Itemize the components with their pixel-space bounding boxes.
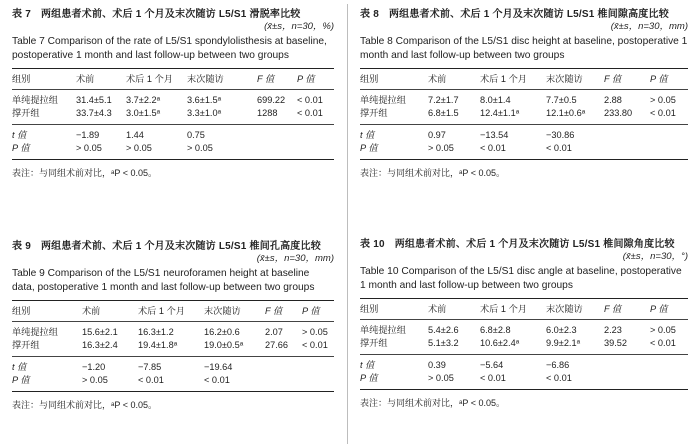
table-8-caption-cn: 表 8 两组患者术前、术后 1 个月及末次随访 L5/S1 椎间隙高度比较 [360, 9, 669, 20]
header-f: F 值 [257, 74, 275, 84]
table-row: 撑开组 16.3±2.4 19.4±1.8ᵃ 19.0±0.5ᵃ 27.66 < 0.01 [12, 340, 328, 350]
header-p: P 值 [650, 74, 668, 84]
table-10 [360, 238, 688, 409]
table-7 [12, 8, 334, 179]
header-p: P 值 [650, 304, 668, 314]
header-1month: 术后 1 个月 [126, 74, 173, 84]
table-stat-row: P 值 > 0.05 < 0.01 < 0.01 [12, 375, 230, 385]
table-7-caption-en: Table 7 Comparison of the rate of L5/S1 spondylolisthesis at baseline, postoperative 1 month and last follow-up between two groups [12, 36, 327, 61]
table-7-note: 表注：与同组术前对比，ᵃP < 0.05。 [12, 168, 157, 178]
header-preop: 术前 [76, 74, 95, 84]
table-9-caption-cn: 表 9 两组患者术前、术后 1 个月及末次随访 L5/S1 椎间孔高度比较 [12, 241, 321, 252]
table-9-bottom-rule [12, 391, 334, 392]
table-8-header-row [360, 69, 688, 89]
header-f: F 值 [604, 74, 622, 84]
table-row: 单纯提拉组 7.2±1.7 8.0±1.4 7.7±0.5 2.88 > 0.05 [360, 95, 676, 105]
table-8 [360, 8, 688, 179]
header-group: 组别 [12, 306, 31, 316]
header-preop: 术前 [82, 306, 101, 316]
table-row: 撑开组 33.7±4.3 3.0±1.5ᵃ 3.3±1.0ᵃ 1288 < 0.01 [12, 108, 323, 118]
table-9-note: 表注：与同组术前对比，ᵃP < 0.05。 [12, 400, 157, 410]
header-last: 末次随访 [546, 74, 583, 84]
table-stat-row: t 值 0.97 −13.54 −30.86 [360, 130, 575, 140]
table-8-bottom-rule [360, 159, 688, 160]
table-10-caption-en: Table 10 Comparison of the L5/S1 disc angle at baseline, postoperative 1 month and last follow-up between two groups [360, 266, 682, 291]
table-stat-row: t 值 −1.20 −7.85 −19.64 [12, 362, 233, 372]
header-group: 组别 [360, 304, 379, 314]
table-8-units: (x̄±s，n=30，mm) [610, 21, 688, 32]
table-9-units: (x̄±s，n=30，mm) [256, 253, 334, 264]
table-10-caption-cn: 表 10 两组患者术前、术后 1 个月及末次随访 L5/S1 椎间隙角度比较 [360, 239, 675, 250]
header-p: P 值 [297, 74, 315, 84]
table-10-units: (x̄±s，n=30，°) [622, 251, 688, 262]
table-row: 撑开组 5.1±3.2 10.6±2.4ᵃ 9.9±2.1ᵃ 39.52 < 0.01 [360, 338, 676, 348]
header-1month: 术后 1 个月 [480, 304, 527, 314]
header-preop: 术前 [428, 304, 447, 314]
table-stat-row: P 值 > 0.05 < 0.01 < 0.01 [360, 143, 572, 153]
header-p: P 值 [302, 306, 320, 316]
table-7-header-row [12, 69, 334, 89]
header-group: 组别 [12, 74, 31, 84]
header-1month: 术后 1 个月 [480, 74, 527, 84]
table-10-bottom-rule [360, 389, 688, 390]
table-9-caption-en: Table 9 Comparison of the L5/S1 neuroforamen height at baseline data, postoperative 1 month and last follow-up between two groups [12, 268, 315, 293]
table-row: 撑开组 6.8±1.5 12.4±1.1ᵃ 12.1±0.6ᵃ 233.80 < 0.01 [360, 108, 676, 118]
table-7-bottom-rule [12, 159, 334, 160]
table-stat-row: P 值 > 0.05 < 0.01 < 0.01 [360, 373, 572, 383]
table-stat-row: t 值 0.39 −5.64 −6.86 [360, 360, 570, 370]
table-9-header-row [12, 301, 334, 321]
table-row: 单纯提拉组 31.4±5.1 3.7±2.2ᵃ 3.6±1.5ᵃ 699.22 < 0.01 [12, 95, 323, 105]
table-9 [12, 240, 334, 411]
table-10-header-row [360, 299, 688, 319]
table-8-note: 表注：与同组术前对比，ᵃP < 0.05。 [360, 168, 505, 178]
table-7-caption-cn: 表 7 两组患者术前、术后 1 个月及末次随访 L5/S1 滑脱率比较 [12, 9, 301, 20]
table-8-caption-en: Table 8 Comparison of the L5/S1 disc height at baseline, postoperative 1 month and last follow-up between two groups [360, 36, 688, 61]
header-group: 组别 [360, 74, 379, 84]
column-divider [347, 4, 348, 444]
header-last: 末次随访 [546, 304, 583, 314]
header-preop: 术前 [428, 74, 447, 84]
header-f: F 值 [604, 304, 622, 314]
table-7-units: (x̄±s，n=30，%) [264, 21, 334, 32]
header-f: F 值 [265, 306, 283, 316]
table-stat-row: t 值 −1.89 1.44 0.75 [12, 130, 205, 140]
table-10-note: 表注：与同组术前对比，ᵃP < 0.05。 [360, 398, 505, 408]
header-last: 末次随访 [187, 74, 224, 84]
header-last: 末次随访 [204, 306, 241, 316]
table-stat-row: P 值 > 0.05 > 0.05 > 0.05 [12, 143, 213, 153]
table-row: 单纯提拉组 5.4±2.6 6.8±2.8 6.0±2.3 2.23 > 0.05 [360, 325, 676, 335]
table-row: 单纯提拉组 15.6±2.1 16.3±1.2 16.2±0.6 2.07 > 0.05 [12, 327, 328, 337]
header-1month: 术后 1 个月 [138, 306, 185, 316]
